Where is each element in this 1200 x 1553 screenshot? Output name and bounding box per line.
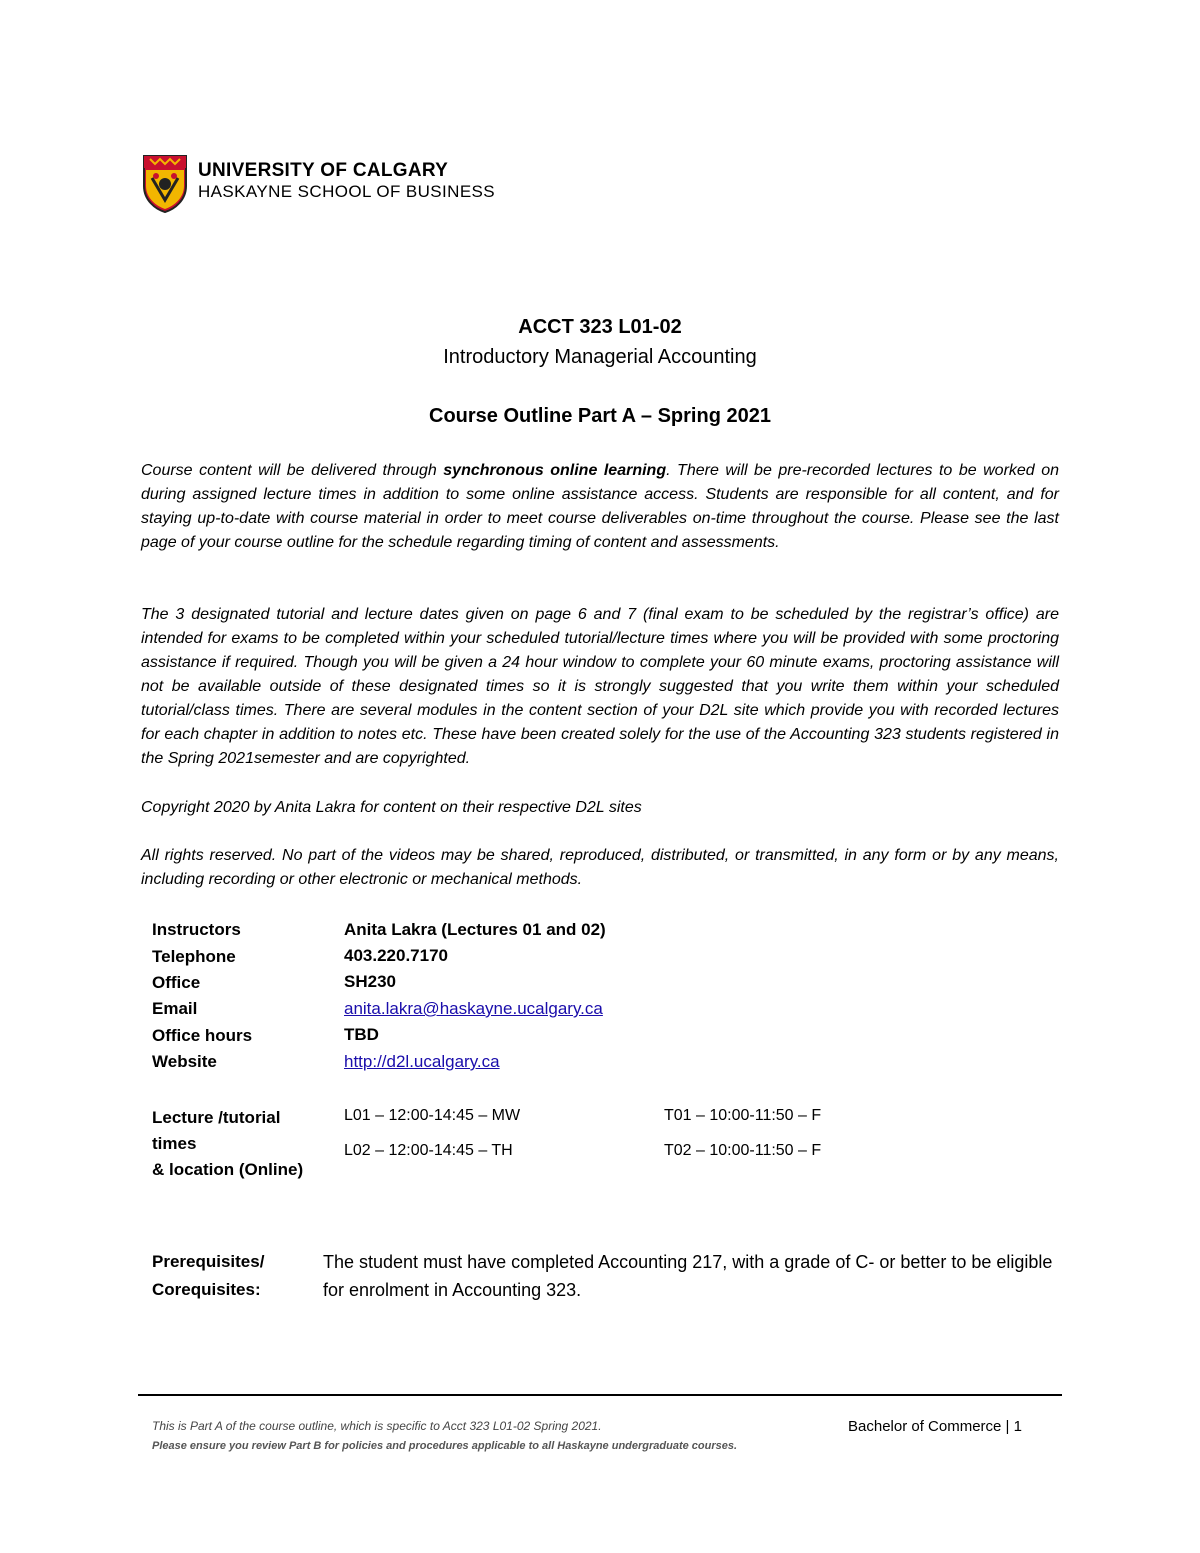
tutorial-t02: T02 – 10:00-11:50 – F (664, 1142, 822, 1159)
email-link[interactable]: anita.lakra@haskayne.ucalgary.ca (344, 999, 603, 1018)
tutorial-t01: T01 – 10:00-11:50 – F (664, 1107, 822, 1124)
footer-review-note: Please ensure you review Part B for policies and procedures applicable to all Haskayne undergraduate courses. (152, 1440, 738, 1452)
office-value: SH230 (344, 972, 396, 991)
school-name: HASKAYNE SCHOOL OF BUSINESS (198, 182, 496, 201)
email-label: Email (152, 999, 198, 1018)
delivery-paragraph: Course content will be delivered through synchronous online learning. There will be pre-recorded lectures to be worked on during assigned lecture times in addition to some online assistance access. Students are responsible for all content, and for staying up-to-date with course material in order to meet course deliverables on-time throughout the course. Please see the last page of your course outline for the schedule regarding timing of content and assessments. (141, 462, 1059, 551)
website-label: Website (152, 1052, 217, 1071)
exam-paragraph: The 3 designated tutorial and lecture dates given on page 6 and 7 (final exam to be scheduled by the registrar’s office) are intended for exams to be completed within your scheduled tutorial/lecture times where you will be provided with some proctoring assistance if required. Though you will be given a 24 hour window to complete your 60 minute exams, proctoring assistance will not be available outside of these designated times so it is strongly suggested that you write them within your scheduled tutorial/class times. There are several modules in the content section of your D2L site which provide you with recorded lectures for each chapter in addition to notes etc. These have been created solely for the use of the Accounting 323 students registered in the Spring 2021semester and are copyrighted. (141, 606, 1059, 767)
website-link[interactable]: http://d2l.ucalgary.ca (344, 1052, 500, 1071)
delivery-mode: synchronous online learning (443, 462, 667, 479)
instructors-label: Instructors (152, 920, 241, 939)
lecture-l01: L01 – 12:00-14:45 – MW (344, 1107, 521, 1124)
outline-title: Course Outline Part A – Spring 2021 (429, 405, 771, 427)
lecture-l02: L02 – 12:00-14:45 – TH (344, 1142, 513, 1159)
prerequisites-value: The student must have completed Accounting 217, with a grade of C- or better to be eligible for enrolment in Accounting 323. (323, 1252, 1053, 1300)
instructors-value: Anita Lakra (Lectures 01 and 02) (344, 920, 606, 939)
university-shield-icon (142, 154, 188, 214)
telephone-label: Telephone (152, 947, 236, 966)
university-name: UNIVERSITY OF CALGARY (198, 160, 449, 181)
rights-paragraph: All rights reserved. No part of the videos may be shared, reproduced, distributed, or transmitted, in any form or by any means, including recording or other electronic or mechanical methods. (141, 847, 1059, 888)
office-hours-label: Office hours (152, 1026, 253, 1045)
telephone-value: 403.220.7170 (344, 946, 448, 965)
course-code: ACCT 323 L01-02 (518, 316, 682, 338)
page-number: Bachelor of Commerce | 1 (848, 1418, 1022, 1435)
prerequisites-label: Prerequisites/ Corequisites: (152, 1252, 265, 1299)
footer-note: This is Part A of the course outline, which is specific to Acct 323 L01-02 Spring 2021. (152, 1419, 602, 1433)
times-label: Lecture /tutorial times & location (Online) (152, 1108, 304, 1179)
office-label: Office (152, 973, 201, 992)
course-name: Introductory Managerial Accounting (443, 346, 757, 368)
copyright-paragraph: Copyright 2020 by Anita Lakra for content on their respective D2L sites (141, 799, 642, 816)
office-hours-value: TBD (344, 1025, 379, 1044)
footer-divider (138, 1394, 1062, 1396)
